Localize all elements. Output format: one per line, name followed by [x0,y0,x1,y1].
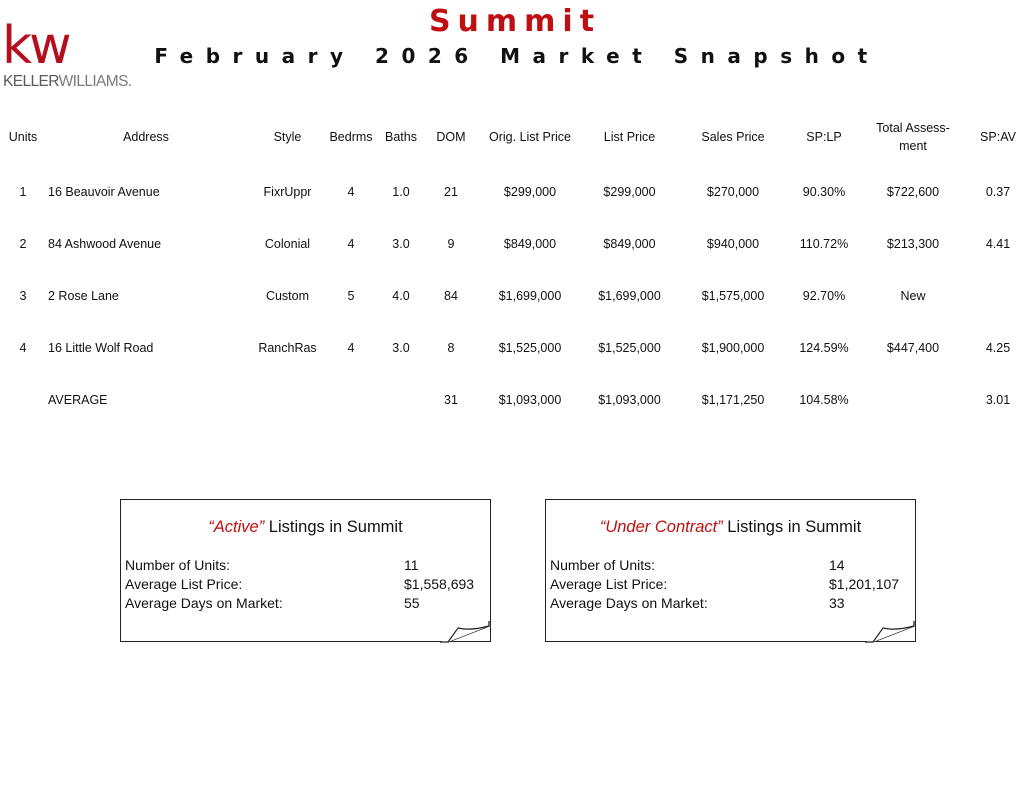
cell-dom: 31 [444,393,458,407]
stat-label: Average List Price: [125,576,243,592]
stat-row-units [550,556,910,575]
card-title-rest: Listings in Summit [722,518,862,536]
table-average-row [0,374,1024,426]
cell-unit: 1 [19,185,27,199]
stat-label: Average Days on Market: [550,595,708,611]
cell-sp-lp: 110.72% [799,237,849,251]
card-title-highlight: “Active” [208,518,265,536]
cell-baths: 1.0 [392,185,410,199]
cell-bedrms: 4 [347,341,355,355]
card-title-highlight: “Under Contract” [599,518,723,536]
cell-unit: 2 [19,237,27,251]
cell-list-price: $299,000 [603,185,656,199]
card-title-rest: Listings in Summit [264,518,403,536]
stat-label: Average List Price: [550,576,668,592]
col-header-dom: DOM [436,130,466,144]
sales-table [0,108,1024,426]
card-stats [550,556,910,613]
card-title [546,518,915,537]
col-header-sp-lp: SP:LP [806,130,842,144]
kw-logo-mark: kw [2,16,69,76]
page-curl-icon [865,621,917,643]
table-row [0,218,1024,270]
table-row [0,322,1024,374]
col-header-orig-list-price: Orig. List Price [489,130,571,144]
cell-sp-av: 3.01 [985,393,1011,407]
cell-sales-price: $940,000 [706,237,760,251]
cell-sales-price: $1,171,250 [701,393,765,407]
stat-label: Number of Units: [550,557,656,573]
cell-dom: 8 [447,341,455,355]
cell-unit: 3 [19,289,27,303]
cell-total-assessment: $213,300 [886,237,940,251]
cell-bedrms [329,374,373,426]
cell-list-price: $849,000 [603,237,656,251]
stat-label: Average Days on Market: [125,595,283,611]
cell-orig-list-price: $1,699,000 [498,289,562,303]
cell-dom: 9 [447,237,455,251]
stat-value: 11 [404,557,419,573]
cell-total-assessment: $722,600 [886,185,940,199]
cell-address: 2 Rose Lane [48,289,119,303]
page-curl-icon [440,621,492,643]
cell-baths: 4.0 [392,289,410,303]
col-header-sales-price: Sales Price [701,130,765,144]
cell-style [246,374,329,426]
cell-sales-price: $1,900,000 [701,341,765,355]
cell-baths: 3.0 [392,341,410,355]
col-header-list-price: List Price [603,130,656,144]
cell-style: RanchRas [258,341,317,355]
cell-address: 16 Little Wolf Road [48,341,154,355]
cell-sales-price: $270,000 [706,185,760,199]
cell-address: 84 Ashwood Avenue [48,237,162,251]
cell-sp-av: 4.25 [985,341,1011,355]
card-title [121,518,490,537]
cell-average-label: AVERAGE [48,393,108,407]
stat-row-avg-list-price [125,575,485,594]
cell-unit: 4 [19,341,27,355]
stat-value: $1,558,693 [404,576,475,592]
card-stats [125,556,485,613]
stat-row-avg-list-price [550,575,910,594]
cell-sp-av: 0.37 [985,185,1011,199]
col-header-style: Style [273,130,302,144]
stat-row-avg-dom [550,594,910,613]
col-header-baths: Baths [385,130,417,144]
cell-style: Colonial [264,237,311,251]
stat-value: 14 [829,557,845,573]
table-row [0,166,1024,218]
page-subtitle: February 2026 Market Snapshot [154,44,880,68]
cell-list-price: $1,525,000 [598,341,661,355]
cell-dom: 84 [444,289,458,303]
col-header-address: Address [123,130,169,144]
cell-sp-lp: 124.59% [799,341,849,355]
cell-style: FixrUppr [263,185,312,199]
logo-wordmark-light: WILLIAMS [58,73,128,90]
stat-row-avg-dom [125,594,485,613]
cell-total-assessment [854,374,972,426]
under-contract-listings-card [545,499,916,642]
cell-sp-av [972,270,1024,322]
logo-wordmark [3,73,132,91]
stat-label: Number of Units: [125,557,231,573]
cell-style: Custom [265,289,310,303]
col-header-total-assessment-line2: ment [899,139,927,153]
active-listings-card [120,499,491,642]
cell-address: 16 Beauvoir Avenue [48,185,160,199]
table-row [0,270,1024,322]
cell-sales-price: $1,575,000 [701,289,765,303]
stat-value: $1,201,107 [829,576,900,592]
page-title: Summit [428,4,602,39]
stat-value: 55 [404,595,420,611]
col-header-sp-av: SP:AV [980,130,1016,144]
col-header-total-assessment-line1: Total Assess- [876,121,950,135]
logo-wordmark-bold: KELLER [3,73,59,90]
cell-sp-av: 4.41 [985,237,1011,251]
cell-unit [0,374,46,426]
logo-wordmark-suffix: . [127,73,132,90]
cell-baths [373,374,429,426]
col-header-units: Units [8,130,38,144]
cell-bedrms: 5 [347,289,355,303]
cell-orig-list-price: $1,093,000 [498,393,562,407]
cell-sp-lp: 90.30% [802,185,846,199]
cell-list-price: $1,093,000 [598,393,661,407]
cell-total-assessment: New [900,289,926,303]
cell-total-assessment: $447,400 [886,341,940,355]
cell-baths: 3.0 [392,237,410,251]
col-header-total-assessment [854,108,972,166]
cell-orig-list-price: $1,525,000 [498,341,562,355]
cell-list-price: $1,699,000 [598,289,661,303]
stat-value: 33 [829,595,845,611]
cell-bedrms: 4 [347,185,355,199]
table-header-row [0,108,1024,166]
cell-bedrms: 4 [347,237,355,251]
cell-sp-lp: 92.70% [802,289,846,303]
cell-sp-lp: 104.58% [799,393,849,407]
cell-dom: 21 [444,185,458,199]
cell-orig-list-price: $299,000 [503,185,557,199]
cell-orig-list-price: $849,000 [503,237,557,251]
col-header-bedrms: Bedrms [329,130,373,144]
stat-row-units [125,556,485,575]
